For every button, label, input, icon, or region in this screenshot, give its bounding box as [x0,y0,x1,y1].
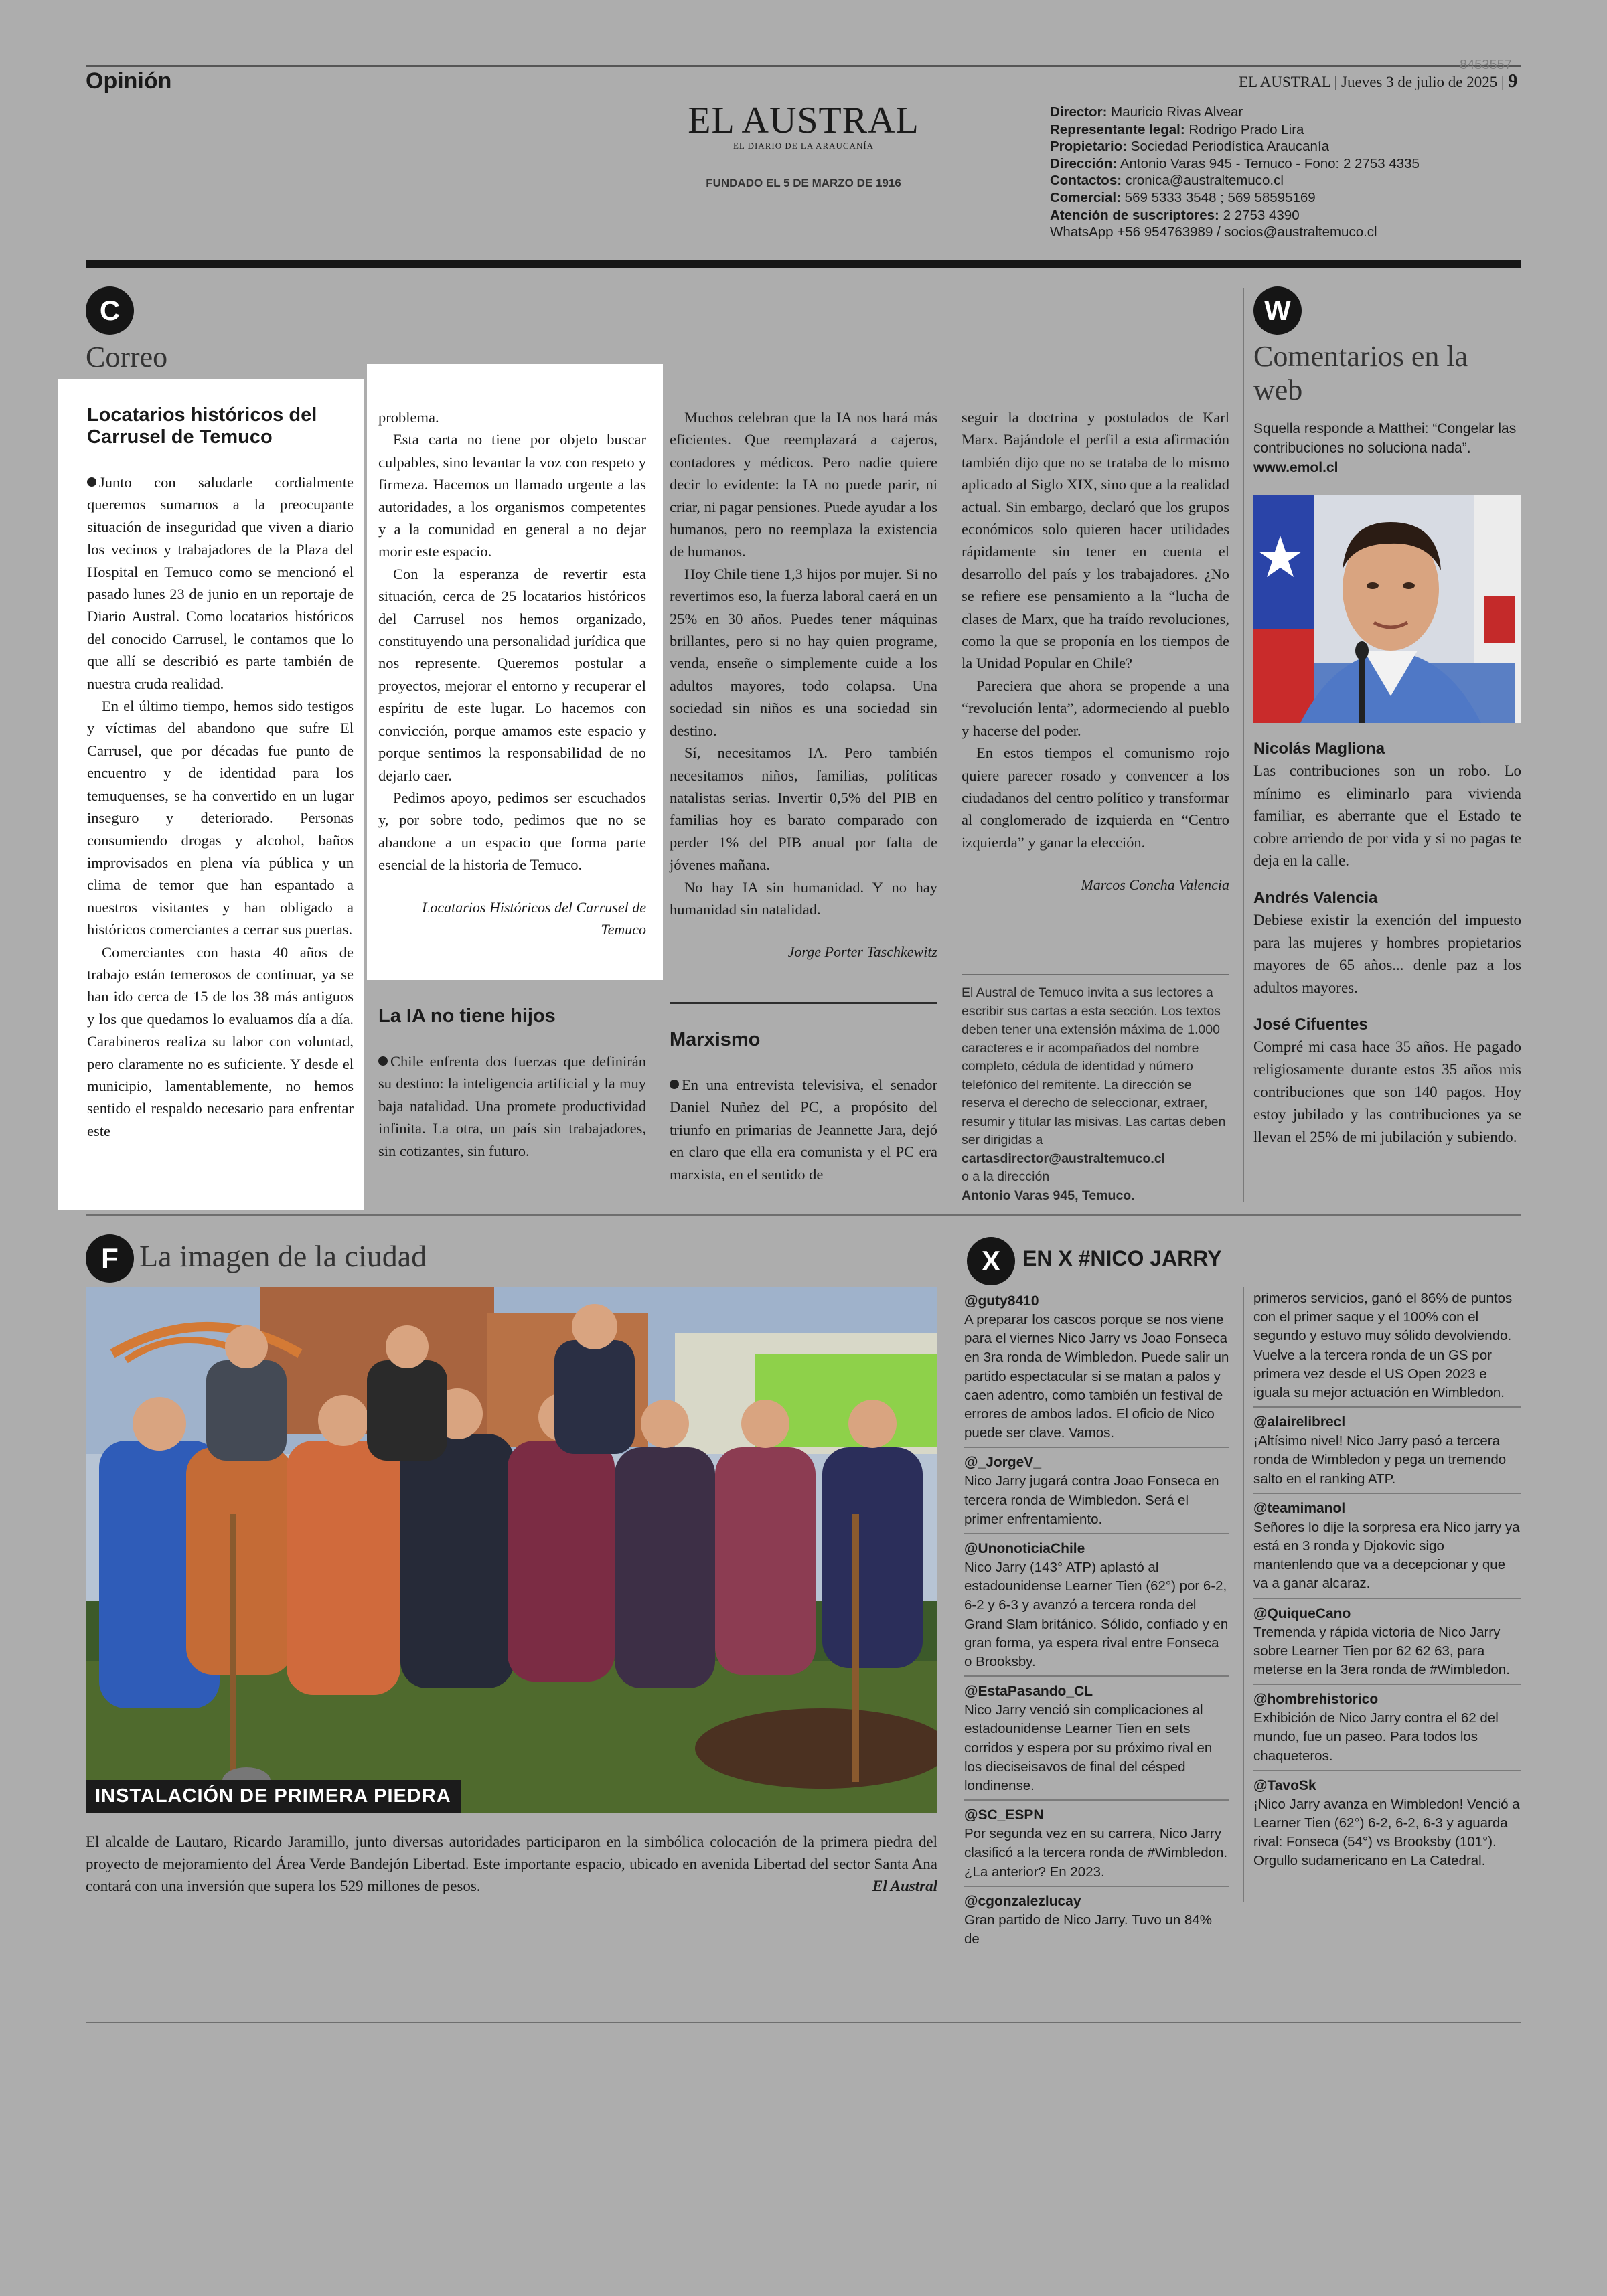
page-number: 9 [1508,71,1518,92]
bottom-rule [86,2022,1521,2023]
logo [670,100,937,151]
staff-box [1050,104,1519,241]
tweet [964,1682,1229,1801]
imagen-title: La imagen de la ciudad [139,1239,427,1273]
tweet [964,1540,1229,1677]
folio-newspaper: EL AUSTRAL [1239,74,1330,90]
tweet-handle[interactable]: @cgonzalezlucay [964,1893,1081,1909]
letter-3-col-2 [962,406,1229,896]
tweet-text: primeros servicios, ganó el 86% de puntos con el primer saque y el 100% con el segundo y estuvo muy sólido devolviendo. Vuelve a la tercera ronda de un GS por primera vez desde el US Open 2023 e iguala su mejor actuación en Wimbledon. [1253,1291,1513,1401]
staff-row [1050,172,1519,189]
comment-3 [1253,1013,1521,1148]
staff-row [1050,138,1519,155]
letter-1-signature: Locatarios Históricos del Carrusel de Temuco [422,898,646,938]
letter-3-col-1 [670,1029,937,1185]
comentarios-badge: W [1253,286,1302,335]
invitation-address: Antonio Varas 945, Temuco. [962,1187,1135,1203]
x-badge: X [967,1237,1015,1285]
section-label: Opinión [86,68,172,94]
x-title: EN X #NICO JARRY [1022,1246,1222,1270]
tweets-col-2 [1253,1289,1521,1880]
tweet [1253,1605,1521,1686]
letter-2-cont-3: Sí, necesitamos IA. Pero también necesitamos niños, familias, políticas natalistas serias. Invertir 0,5% del PIB en familias hoy es barato comparado con perder 1% del PIB anual por falta de jóvenes mañana. [670,744,937,874]
staff-row [1050,224,1519,241]
letter-1-para-3: Comerciantes con hasta 40 años de trabajo están temerosos de continuar, ya se han ido cerca de 15 de los 38 más antiguos y los que quedamos lo evaluamos día a día. Carabineros realiza su labor con voluntad, pero claramente no es suficiente. Y desde el municipio, lamentablemente, no hemos sentido el respaldo necesario para enfrentar este [87,943,354,1139]
staff-value: Mauricio Rivas Alvear [1111,104,1243,120]
staff-label: Representante legal: [1050,121,1185,137]
tweet [964,1806,1229,1887]
staff-value: 2 2753 4390 [1223,207,1300,223]
comments-list [1253,738,1521,1148]
tweet-text: Exhibición de Nico Jarry contra el 62 del mundo, fue un paseo. Para todos los chaqueteros. [1253,1710,1499,1764]
tweet-handle[interactable]: @EstaPasando_CL [964,1684,1093,1700]
correo-badge: C [86,286,134,335]
staff-label: Dirección: [1050,155,1118,171]
letter-3-para-1: En una entrevista televisiva, el senador Daniel Nuñez del PC, a propósito del triunfo en primarias de Jeannette Jara, dejó en claro que ella era comunista y el PC era marxista, en el sentido de [670,1076,937,1183]
header-top-rule [86,65,1521,67]
letter-2-cont-4: No hay IA sin humanidad. Y no hay humanidad sin natalidad. [670,878,937,918]
letter-1-col-1 [87,404,354,1142]
letter-2-col-2 [670,406,937,963]
invitation-email[interactable]: cartasdirector@australtemuco.cl [962,1151,1166,1166]
staff-label: Contactos: [1050,173,1122,189]
tweet-text: ¡Nico Jarry avanza en Wimbledon! Venció a Learner Tien (62°) 6-2, 6-2, 6-3 y aguarda rival: Fonseca (54°) vs Brooksby (101°). Orgullo sudamericano en La Catedral. [1253,1796,1520,1869]
comment-1 [1253,738,1521,872]
tweet-text: Nico Jarry jugará contra Joao Fonseca en tercera ronda de Wimbledon. Será el primer enfrentamiento. [964,1473,1219,1527]
letter-3-signature: Marcos Concha Valencia [1081,876,1229,894]
comentarios-headline: Squella responde a Matthei: “Congelar las contribuciones no soluciona nada”. [1253,421,1517,456]
letter-2-cont-1: Muchos celebran que la IA nos hará más eficientes. Que reemplazará a cajeros, contadores y médicos. Pero nadie quiere decir lo evidente: la IA no puede parir, ni criar, ni pagar pensiones. Puede ayudar a los humanos, pero no reemplaza la existencia de humanos. [670,409,937,560]
letters-invitation [962,984,1229,1205]
tweet-text: Nico Jarry venció sin complicaciones al estadounidense Learner Tien en sets corridos y espera por su próximo rival en los dieciseisavos de final del césped londinense. [964,1702,1213,1794]
staff-label: Propietario: [1050,139,1128,155]
page-code: 8453557 [1460,58,1512,72]
letter-1-cont-2: Esta carta no tiene por objeto buscar culpables, sino levantar la voz con respeto y firmeza. Hacemos un llamado urgente a las autoridades, a los organismos competentes y a la comunidad en general a no dejar morir este espacio. [378,431,646,560]
letter-3-cont-3: En estos tiempos el comunismo rojo quiere parecer rosado y convencer a los ciudadanos del centro político y transformar al conglomerado de izquierda en “Centro izquierda” y ganar la elección. [962,744,1229,851]
staff-value: Antonio Varas 945 - Temuco - Fono: 2 2753 4335 [1120,155,1420,171]
tweet-handle[interactable]: @QuiqueCano [1253,1605,1351,1621]
letter-1-cont-4: Pedimos apoyo, pedimos ser escuchados y, por sobre todo, pedimos que no se abandone a un espacio que forma parte esencial de la historia de Temuco. [378,789,646,874]
letter-1-col-2 [378,406,646,940]
letter-3-headline: Marxismo [670,1029,761,1050]
tweet-text: Gran partido de Nico Jarry. Tuvo un 84% de [964,1912,1212,1947]
tweet-text: ¡Altísimo nivel! Nico Jarry pasó a tercera ronda de Wimbledon y pega un tremendo salto en el ranking ATP. [1253,1433,1507,1487]
folio-date: Jueves 3 de julio de 2025 [1341,74,1498,90]
tweet-handle[interactable]: @guty8410 [964,1293,1039,1309]
staff-label: Atención de suscriptores: [1050,207,1219,223]
tweet-handle[interactable]: @hombrehistorico [1253,1692,1379,1708]
staff-label: Comercial: [1050,189,1121,206]
column-divider [1243,288,1244,1202]
staff-row [1050,155,1519,173]
comment-2-text: Debiese existir la exención del impuesto para las mujeres y hombres propietarios mayores de 65 años... denle paz a los adultos mayores. [1253,911,1521,996]
tweet-text: Señores lo dije la sorpresa era Nico jarry ya está en 3 ronda y Djokovic sigo mantenlendo que va a decepcionar y que va a ganar alcaraz. [1253,1519,1520,1592]
staff-value: 569 5333 3548 ; 569 58595169 [1124,189,1316,206]
letter-1-cont-1: problema. [378,409,439,426]
comment-1-text: Las contribuciones son un robo. Lo mínimo es eliminarlo para vivienda familiar, es aberrante que el Estado te cobre arriendo de por vida y si no pagas te deja en la calle. [1253,762,1521,870]
mid-rule [86,1214,1521,1216]
staff-row [1050,207,1519,224]
letter-2-signature: Jorge Porter Taschkewitz [787,943,937,961]
letter-3-cont-2: Pareciera que ahora se propende a una “revolución lenta”, adormeciendo al pueblo y hacerse del poder. [962,677,1229,739]
staff-row [1050,104,1519,121]
tweet-handle[interactable]: @_JorgeV_ [964,1455,1042,1471]
tweet-text: Por segunda vez en su carrera, Nico Jarry clasificó a la tercera ronda de #Wimbledon. ¿La anterior? En 2023. [964,1826,1228,1880]
logo-tagline: EL DIARIO DE LA ARAUCANÍA [733,141,874,151]
bullet-icon [87,477,96,487]
tweets-col-1 [964,1292,1229,1958]
invitation-text: El Austral de Temuco invita a sus lectores a escribir sus cartas a esta sección. Los textos deben tener una extensión máxima de 1.000 caracteres e ir acompañados del nombre completo, cédula de identidad y número telefónico del remitente. La dirección se reserva el derecho de seleccionar, extraer, resumir y titular las misivas. Las cartas deben ser dirigidas a [962,985,1226,1147]
tweet-text: Tremenda y rápida victoria de Nico Jarry sobre Learner Tien por 62 62 63, para meterse en la 3era ronda de #Wimbledon. [1253,1624,1510,1678]
letter-1-para-2: En el último tiempo, hemos sido testigos y víctimas del abandono que sufre El Carrusel, que por décadas fue punto de encuentro y de identidad para los temuquenses, se ha convertido en un lugar inseguro y deteriorado. Personas consumiendo drogas y alcohol, baños improvisados en plena vía pública y un clima de temor que han espantado a nuestros visitantes y han obligado a históricos comerciantes a cerrar sus puertas. [87,698,354,938]
tweet [964,1892,1229,1953]
photo-caption-block [86,1831,937,1897]
city-photo [86,1287,937,1813]
comentarios-intro [1253,419,1521,477]
tweet [1253,1690,1521,1771]
staff-value: Sociedad Periodística Araucanía [1130,139,1330,155]
staff-value: WhatsApp +56 954763989 / socios@australtemuco.cl [1050,224,1377,240]
letter-3-cont-1: seguir la doctrina y postulados de Karl Marx. Bajándole el perfil a esta afirmación también dijo que no se trataba de lo mismo aplicado al Siglo XIX, sino que a la realidad actual. Sin embargo, declaró que los grupos económicos solo quieren hacer utilidades rápidamente sin tener en cuenta el desarrollo del país y los trabajadores. ¿No se refiere ese pensamiento a la “lucha de clases de Marx, que ha traído revoluciones, como la que se proponía en los tiempos de la Unidad Popular en Chile? [962,409,1229,672]
letter-2-para-1: Chile enfrenta dos fuerzas que definirán su destino: la inteligencia artificial y la muy baja natalidad. Una promete productividad infinita. La otra, un país sin trabajadores, sin cotizantes, sin futuro. [378,1053,646,1159]
tweet [964,1292,1229,1448]
tweet [1253,1777,1521,1875]
tweet-text: Nico Jarry (143° ATP) aplastó al estadounidense Learner Tien (62°) por 6-2, 6-2 y 6-3 y avanzó a tercera ronda del Grand Slam británico. Sólido, confiado y en gran forma, ya espera rival entre Fonseca o Brooksby. [964,1560,1229,1670]
tweet [1253,1413,1521,1494]
comentarios-site[interactable]: www.emol.cl [1253,460,1338,475]
politician-photo [1253,495,1521,723]
staff-row [1050,121,1519,139]
bullet-icon [378,1056,388,1066]
letter-1-headline: Locatarios históricos del Carrusel de Temuco [87,404,317,448]
letter-1-cont-3: Con la esperanza de revertir esta situación, cerca de 25 locatarios históricos del Carrusel nos hemos organizado, constituyendo una personalidad jurídica que nos represente. Queremos postular a proyectos, mejorar el entorno y recuperar el espíritu de este lugar. Lo hacemos con convicción, porque amamos este espacio y porque sentimos la responsabilidad de no dejarlo caer. [378,565,646,784]
comment-2 [1253,887,1521,999]
letter-2-headline: La IA no tiene hijos [378,1005,556,1027]
letter-2-cont-2: Hoy Chile tiene 1,3 hijos por mujer. Si no revertimos eso, la fuerza laboral caerá en un 25% en 30 años. Puedes tener máquinas brillantes, pero si no hay quien programe, venda, enseñe o simplemente cuide a los adultos mayores, todo colapsa. Una sociedad sin niños es una sociedad sin destino. [670,565,937,739]
photo-caption: El alcalde de Lautaro, Ricardo Jaramillo, junto diversas autoridades participaron en la simbólica colocación de la primera piedra del proyecto de mejoramiento del Área Verde Bandejón Libertad. Este importante espacio, ubicado en avenida Libertad del sector Santa Ana contará con una inversión que supera los 529 millones de pesos. [86,1833,937,1894]
imagen-badge: F [86,1234,134,1283]
photo-label: INSTALACIÓN DE PRIMERA PIEDRA [86,1780,461,1813]
header-bottom-rule [86,260,1521,268]
tweet-handle[interactable]: @UnonoticiaChile [964,1541,1085,1557]
letter-2-col-1 [378,1005,646,1162]
staff-value: cronica@australtemuco.cl [1125,173,1284,189]
tweet-handle[interactable]: @SC_ESPN [964,1807,1044,1823]
tweet-handle[interactable]: @TavoSk [1253,1777,1316,1793]
comment-3-text: Compré mi casa hace 35 años. He pagado religiosamente durante estos 35 años mis contribuciones que son 140 pagos. Hoy estoy jubilado y las contribuciones ya se llevan el 25% de mi jubilación y subiendo. [1253,1038,1521,1145]
tweet [1253,1289,1521,1408]
comment-3-name: José Cifuentes [1253,1015,1368,1034]
letter-3-divider [670,1002,937,1004]
founded-date: FUNDADO EL 5 DE MARZO DE 1916 [706,177,901,189]
comment-1-name: Nicolás Magliona [1253,740,1385,758]
comment-2-name: Andrés Valencia [1253,888,1378,907]
staff-label: Director: [1050,104,1107,120]
invitation-divider [962,974,1229,975]
staff-value: Rodrigo Prado Lira [1189,121,1304,137]
comentarios-title: Comentarios en la web [1253,340,1468,406]
tweet-handle[interactable]: @teamimanol [1253,1500,1346,1516]
staff-row [1050,189,1519,207]
tweet [1253,1499,1521,1599]
letter-1-para-1: Junto con saludarle cordialmente queremos sumarnos a la preocupante situación de inseguridad que viven a diario los vecinos y trabajadores de la Plaza del Hospital en Temuco como se mencionó el pasado lunes 23 de junio en un reportaje de Diario Austral. Como locatarios históricos del conocido Carrusel, le contamos que lo que allí se describió es parte también de nuestra cruda realidad. [87,474,354,692]
invitation-tail: o a la dirección [962,1169,1050,1184]
page-folio: EL AUSTRAL | Jueves 3 de julio de 2025 | 9 [1239,71,1518,92]
tweet [964,1453,1229,1534]
tweet-text: A preparar los cascos porque se nos viene para el viernes Nico Jarry vs Joao Fonseca en 3ra ronda de Wimbledon. Puede salir un partido espectacular si se matan a palos y caen adentro, como también un festival de errores de ambos lados. El oficio de Nico puede ser clave. Vamos. [964,1312,1229,1441]
bullet-icon [670,1080,679,1089]
tweets-divider [1243,1287,1244,1902]
logo-name: EL AUSTRAL [688,100,919,141]
tweet-handle[interactable]: @alairelibrecl [1253,1414,1346,1430]
photo-credit: El Austral [872,1878,937,1894]
correo-title: Correo [86,341,168,374]
